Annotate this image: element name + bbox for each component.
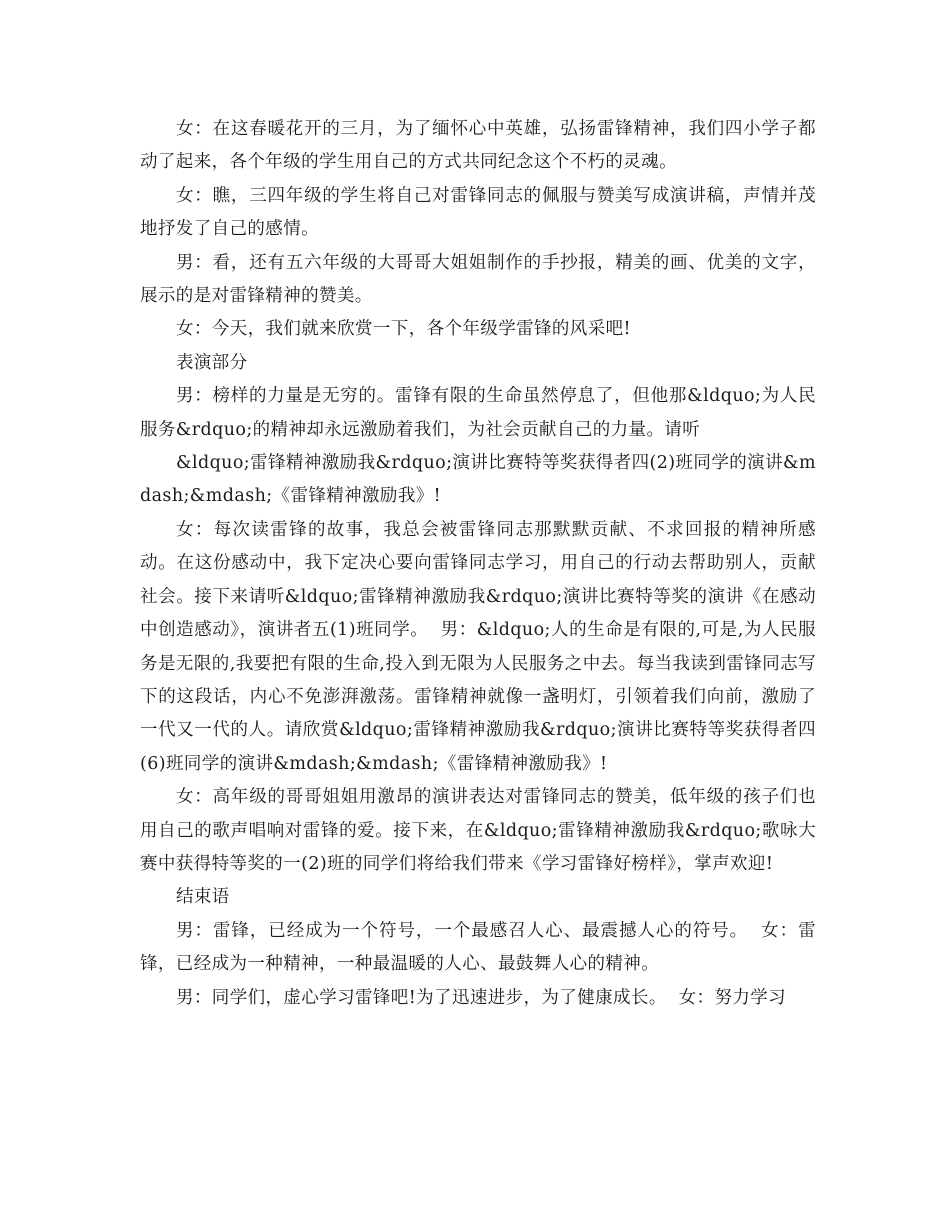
section-heading-closing: 结束语 [176,887,230,908]
paragraph-6: &ldquo;雷锋精神激励我&rdquo;演讲比赛特等奖获得者四(2)班同学的演讲&mdash;&mdash;《雷锋精神激励我》! [140,453,816,507]
paragraph-4: 女：今天，我们就来欣赏一下，各个年级学雷锋的风采吧! [176,319,631,340]
paragraph-1: 女：在这春暖花开的三月，为了缅怀心中英雄，弘扬雷锋精神，我们四小学子都动了起来，各个年级的学生用自己的方式共同纪念这个不朽的灵魂。 [140,119,816,173]
paragraph-7: 女：每次读雷锋的故事，我总会被雷锋同志那默默贡献、不求回报的精神所感动。在这份感动中，我下定决心要向雷锋同志学习，用自己的行动去帮助别人，贡献社会。接下来请听&ldquo;雷锋精神激励我&rdquo;演讲比赛特等奖的演讲《在感动中创造感动》，演讲者五(1)班同学。 男：&ldquo;人的生命是有限的,可是,为人民服务是无限的,我要把有限的生命,投入到无限为人民服务之中去。每当我读到雷锋同志写下的这段话，内心不免澎湃激荡。雷锋精神就像一盏明灯，引领着我们向前，激励了一代又一代的人。请欣赏&ldquo;雷锋精神激励我&rdquo;演讲比赛特等奖获得者四(6)班同学的演讲&mdash;&mdash;《雷锋精神激励我》! [140,519,816,774]
paragraph-8: 女：高年级的哥哥姐姐用激昂的演讲表达对雷锋同志的赞美，低年级的孩子们也用自己的歌声唱响对雷锋的爱。接下来，在&ldquo;雷锋精神激励我&rdquo;歌咏大赛中获得特等奖的一(2)班的同学们将给我们带来《学习雷锋好榜样》，掌声欢迎! [140,787,816,874]
paragraph-2: 女：瞧，三四年级的学生将自己对雷锋同志的佩服与赞美写成演讲稿，声情并茂地抒发了自己的感情。 [140,185,816,240]
section-heading-performance: 表演部分 [176,352,248,373]
paragraph-3: 男：看，还有五六年级的大哥哥大姐姐制作的手抄报，精美的画、优美的文字，展示的是对雷锋精神的赞美。 [140,252,816,307]
document-body [140,113,816,1015]
paragraph-9: 男：雷锋，已经成为一个符号，一个最感召人心、最震撼人心的符号。 女：雷锋，已经成为一种精神，一种最温暖的人心、最鼓舞人心的精神。 [140,920,816,975]
paragraph-10: 男：同学们，虚心学习雷锋吧!为了迅速进步，为了健康成长。 女：努力学习 [176,987,787,1008]
paragraph-5: 男：榜样的力量是无穷的。雷锋有限的生命虽然停息了，但他那&ldquo;为人民服务&rdquo;的精神却永远激励着我们，为社会贡献自己的力量。请听 [140,386,816,440]
